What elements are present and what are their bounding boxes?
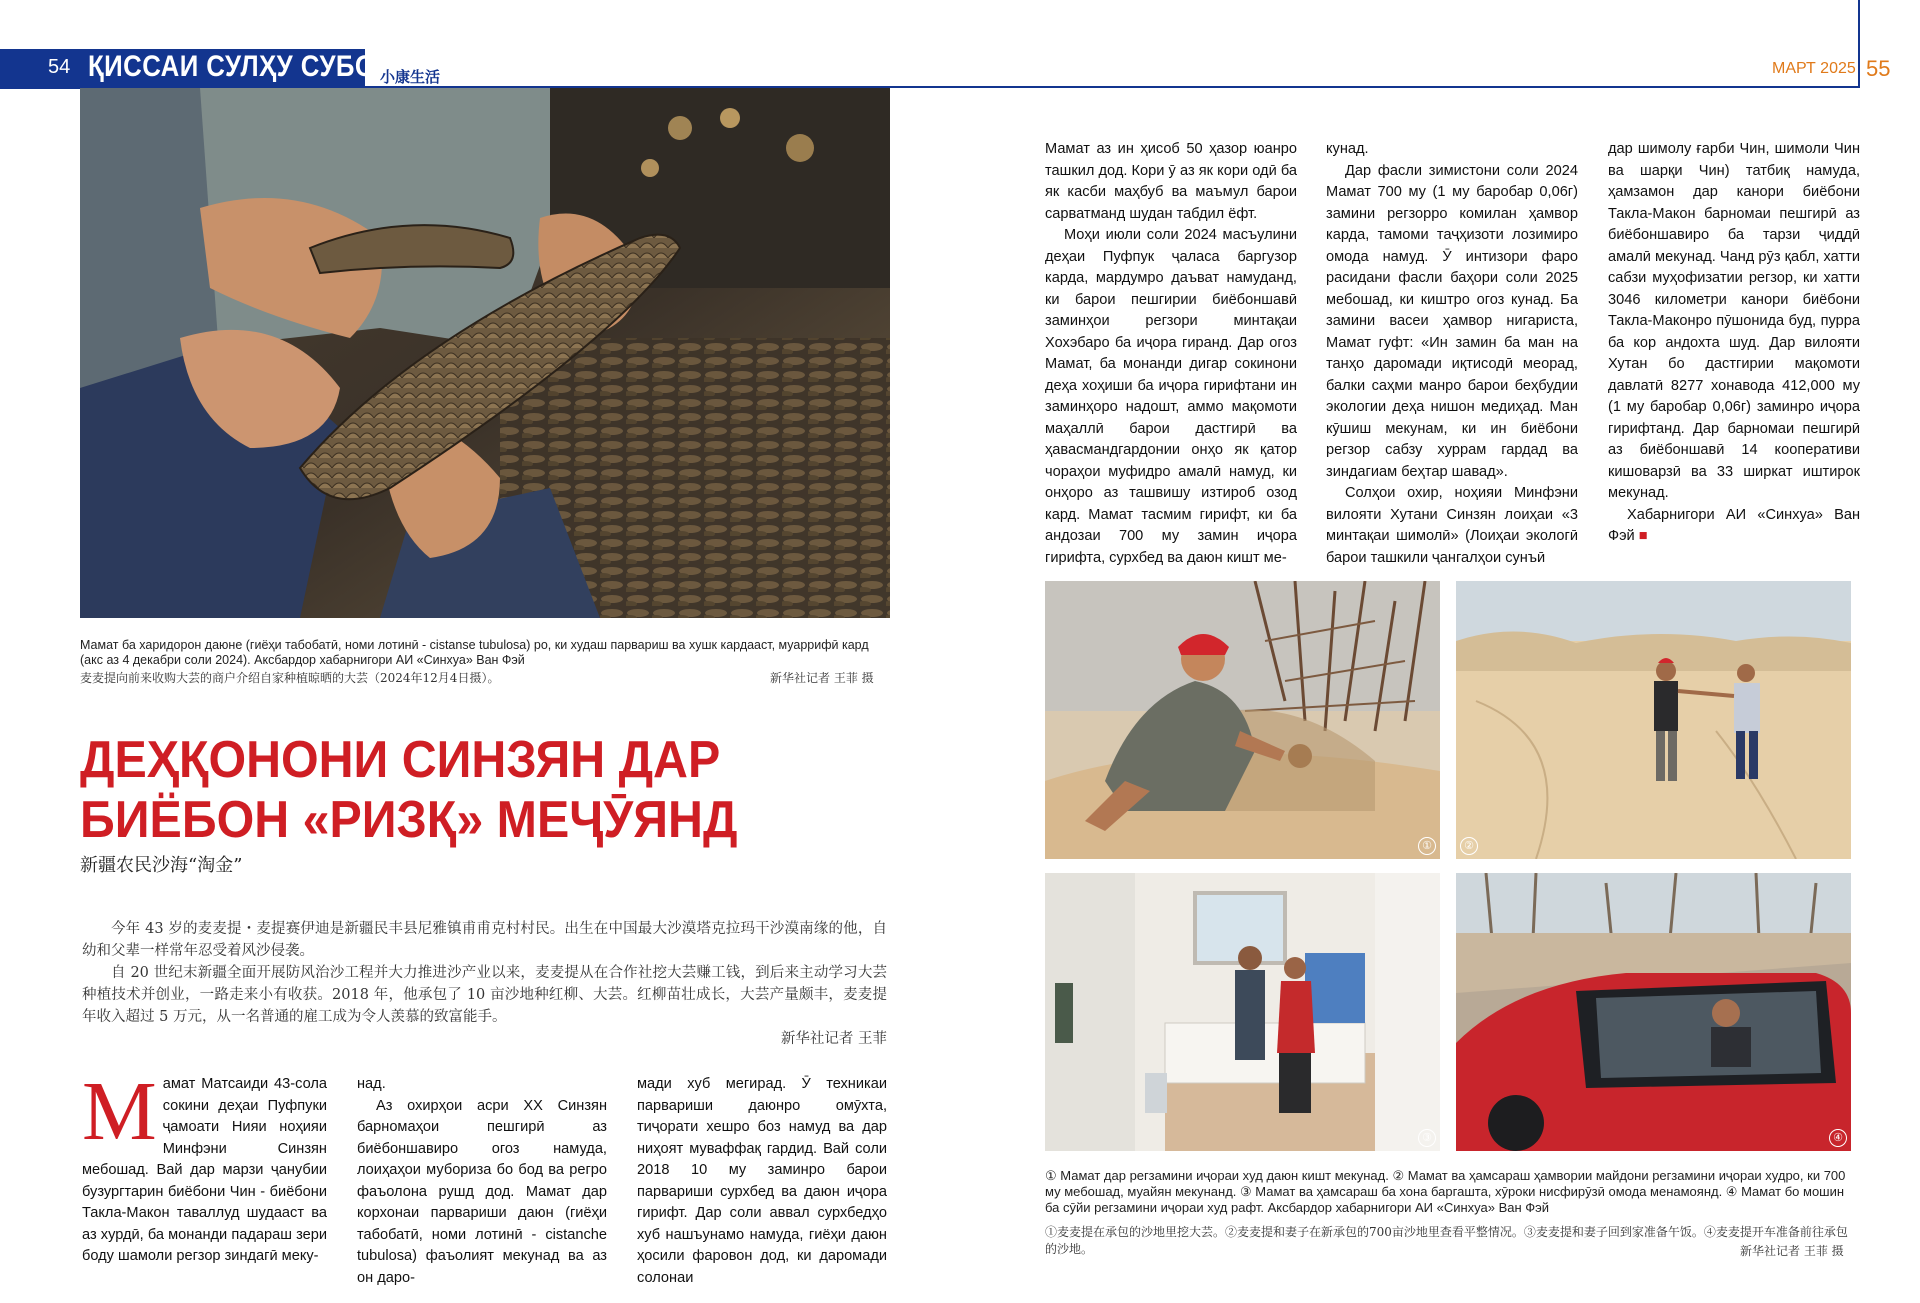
col4-paragraph-2: Моҳи июли соли 2024 масъулини деҳаи Пуфпук ҷаласа баргузор карда, мардумро даъват намуданд, ки барои пешгирии биёбоншавӣ заминҳои регзори минтақаи Хохэбаро ба иҷора гиранд. Дар огоз Мамат, ба монанди дигар сокинони деҳа хоҳиши ба иҷора гирифтани ин заминҳоро надошт, аммо мақомоти маҳаллӣ барои дастгирӣ ва ҳавасмандгардонии онҳо як қатор чораҳои муфидро амалӣ намуд, ки онҳоро аз ташвишу изтироб озод кард. Мамат тасмим гирифт, ки ба андозаи 700 му замин иҷора гирифта, сурхбед ва даюн кишт ме- xyxy=(1045,227,1297,566)
main-photo-illustration xyxy=(80,88,890,618)
col5-paragraph-3: Солҳои охир, ноҳияи Минфэни вилояти Хутани Синзян лоиҳаи «3 минтақаи шимолӣ» (Лоиҳаи экологӣ барои ташкили ҷангалҳои сунъӣ xyxy=(1326,485,1578,566)
grid-photo-3 xyxy=(1045,873,1440,1151)
body-column-6 xyxy=(1608,139,1860,548)
col5-paragraph-2: Дар фасли зимистони соли 2024 Мамат 700 му (1 му баробар 0,06г) замини регзорро комилан ҳамвор карда, тамоми таҷҳизоти лозимиро омода намуд. Ӯ интизори фаро расидани фасли баҳори соли 2025 мебошад, ки киштро огоз кунад. Ба замини васеи ҳамвор нигариста, Мамат гуфт: «Ин замин ба ман на танҳо даромади иқтисодӣ меорад, балки саҳми манро барои беҳбудии экологии деҳа нишон медиҳад. Ман кӯшиш мекунам, ки ин биёбони регзор сабзу хуррам гардад ва зиндагиам беҳтар шавад». xyxy=(1326,162,1578,480)
grid-photo-4 xyxy=(1456,873,1851,1151)
article-subhead-cn: 新疆农民沙海“淘金” xyxy=(80,855,243,876)
grid-photo-4-illustration xyxy=(1456,873,1851,1151)
photo-label-2: ② xyxy=(1460,837,1478,855)
body-column-3 xyxy=(637,1074,887,1289)
photo-grid-credit-cn: 新华社记者 王菲 摄 xyxy=(1740,1244,1844,1258)
article-headline xyxy=(80,730,805,850)
section-title: ҚИССАИ СУЛҲУ СУБОТ xyxy=(88,50,392,83)
col2-paragraph-2: Аз охирҳои асри XX Синзян барномаҳои пешгирӣ аз биёбоншавиро огоз намуда, лоиҳаҳои мубориза бо бод ва регро фаъолона рушд дод. Мамат дар корхонаи парвариши даюн (гиёҳи табобатӣ, номи лотинӣ - cistanche tubulosa) фаъолият мекунад ва аз он даро- xyxy=(357,1097,607,1286)
col1-text: амат Матсаиди 43-сола сокини деҳаи Пуфпуки ҷамоати Нияи ноҳияи Минфэни Синзян мебошад. Вай дар марзи ҷанубии бузургтарин биёбони Чин - биёбони Такла-Макон таваллуд шудааст ва аз хурдӣ, ба монанди падараш зери боду шамоли регзор зиндагӣ меку- xyxy=(82,1076,327,1264)
body-column-2 xyxy=(357,1074,607,1289)
photo-label-1: ① xyxy=(1418,837,1436,855)
headline-line-2: БИЁБОН «РИЗҚ» МЕҶӮЯНД xyxy=(80,791,738,849)
main-photo xyxy=(80,88,890,618)
main-photo-caption-cn: 麦麦提向前来收购大芸的商户介绍自家种植晾晒的大芸（2024年12月4日摄）。 xyxy=(80,671,500,685)
main-photo-credit-cn: 新华社记者 王菲 摄 xyxy=(770,671,874,685)
col5-paragraph-1: кунад. xyxy=(1326,141,1369,157)
body-column-5 xyxy=(1326,139,1578,569)
col4-paragraph-1: Мамат аз ин ҳисоб 50 ҳазор юанро ташкил дод. Кори ӯ аз як кори одӣ ба як касби маҳбуб ва маъмул барои сарватманд шудан табдил ёфт. xyxy=(1045,141,1297,222)
grid-photo-2-illustration xyxy=(1456,581,1851,859)
grid-photo-3-illustration xyxy=(1045,873,1440,1151)
main-photo-caption: Мамат ба харидорон даюне (гиёҳи табобатӣ, номи лотинӣ - cistanse tubulosa) ро, ки худаш парвариш ва хушк кардааст, муаррифӣ кард (акс аз 4 декабри соли 2024). Аксбардор хабарнигори АИ «Синхуа» Ван Фэй xyxy=(80,638,869,667)
chinese-summary xyxy=(82,918,887,1050)
body-column-1 xyxy=(82,1065,327,1268)
col6-paragraph-1: дар шимолу ғарби Чин, шимоли Чин ва шарқи Чин) татбиқ намуда, ҳамзамон дар канори биёбони Такла-Макон барномаи пешгирӣ аз биёбоншавиро ба тарзи ҷиддӣ амалӣ мекунад. Чанд рӯз қабл, хатти сабзи муҳофизатии регзор, ки хатти 3046 километри канори биёбони Такла-Маконро пӯшонида буд, пурра ба кор андохта шуд. Дар вилояти Хутан бо дастгирии мақомоти давлатӣ 8277 хонавода 412,000 му (1 му баробар 0,06г) заминро иҷора гирифтанд. Дар барномаи пешгирӣ аз биёбоншавӣ 14 кооперативи кишоварзӣ ва 33 ширкат иштирок мекунад. xyxy=(1608,141,1860,501)
photo-label-4: ④ xyxy=(1829,1129,1847,1147)
photo-grid-caption-cn: ①麦麦提在承包的沙地里挖大芸。②麦麦提和妻子在新承包的700亩沙地里查看平整情况。③麦麦提和妻子回到家准备午饭。④麦麦提开车准备前往承包的沙地。 xyxy=(1045,1225,1848,1256)
body-column-4 xyxy=(1045,139,1297,569)
byline: Хабарнигори АИ «Синхуа» Ван Фэй xyxy=(1608,506,1860,544)
col6-paragraph-2 xyxy=(1608,505,1860,548)
left-page-number: 54 xyxy=(48,56,71,78)
cn-paragraph-2: 自 20 世纪末新疆全面开展防风治沙工程并大力推进沙产业以来，麦麦提从在合作社挖大芸赚工钱，到后来主动学习大芸种植技术并创业，一路走来小有收获。2018 年，他承包了 10 亩沙地种红柳、大芸。红柳苗壮成长，大芸产量颇丰，麦麦提年收入超过 5 万元，从一名普通的雇工成为令人羡慕的致富能手。 xyxy=(82,965,887,1025)
grid-photo-2 xyxy=(1456,581,1851,859)
photo-grid-caption: ① Мамат дар регзамини иҷораи худ даюн кишт мекунад. ② Мамат ва ҳамсараш ҳамвории майдони регзамини иҷораи худро, ки 700 му мебошад, муайян мекунанд. ③ Мамат ва ҳамсараш ба хона баргашта, хӯроки нисфирӯзӣ омода менамоянд. ④ Мамат бо мошин ба сӯйи регзамини иҷораи худ рафт. Аксбардор хабарнигори АИ «Синхуа» Ван Фэй xyxy=(1045,1168,1846,1215)
headline-line-1: ДЕҲҚОНОНИ СИНЗЯН ДАР xyxy=(80,731,721,789)
right-page-number: 55 xyxy=(1866,56,1891,81)
grid-photo-1 xyxy=(1045,581,1440,859)
issue-date: МАРТ 2025 xyxy=(1772,60,1856,77)
section-title-cn: 小康生活 xyxy=(380,68,441,86)
end-mark: ■ xyxy=(1638,528,1648,544)
header-vertical-rule xyxy=(1858,0,1860,88)
col3-paragraph: мади хуб мегирад. Ӯ техникаи парвариши даюнро омӯхта, тиҷорати хешро боз намуд ва дар ниҳоят муваффақ гардид. Вай соли 2018 10 му заминро барои парвариши сурхбед ва даюн иҷора гирифт. Дар соли аввал сурхбедҳо хуб нашъунамо намуда, гиёҳи даюн ҳосили фаровон дод, ки даромади солонаи xyxy=(637,1076,887,1286)
grid-photo-1-illustration xyxy=(1045,581,1440,859)
cn-paragraph-1: 今年 43 岁的麦麦提・麦提赛伊迪是新疆民丰县尼雅镇甫甫克村村民。出生在中国最大沙漠塔克拉玛干沙漠南缘的他，自幼和父辈一样常年忍受着风沙侵袭。 xyxy=(82,921,887,959)
col2-paragraph-1: над. xyxy=(357,1076,386,1092)
cn-summary-credit: 新华社记者 王菲 xyxy=(780,1031,887,1047)
photo-label-3: ③ xyxy=(1418,1129,1436,1147)
drop-cap: М xyxy=(82,1065,157,1158)
